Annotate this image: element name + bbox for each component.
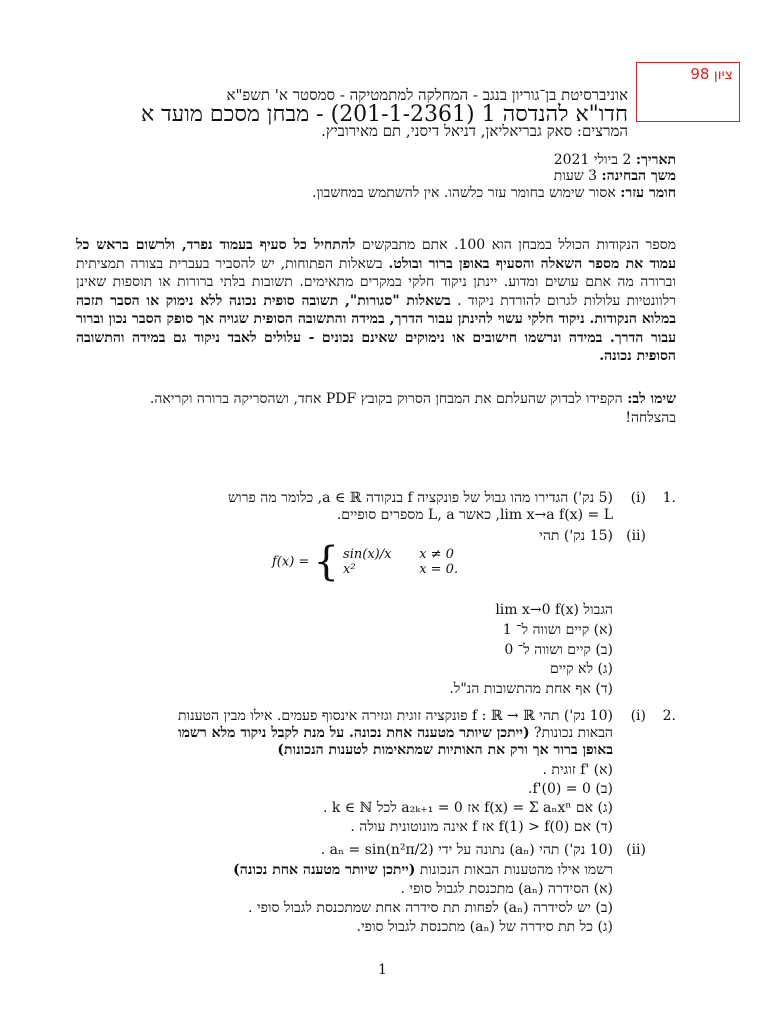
- q2-i-text-2a: הבאות נכונות?: [529, 725, 613, 741]
- q2-i-text-2b: (ייתכן שיותר מטענה אחת נכונה. על מנת לקבל ניקוד מלא רשמו: [178, 725, 530, 741]
- q2-ii-label: (ii): [626, 842, 646, 858]
- aid-label: חומר עזר:: [620, 185, 676, 201]
- good-luck: בהצלחה!: [625, 409, 676, 426]
- case1-expr: sin(x)/x: [343, 547, 392, 562]
- date-row: [554, 152, 676, 169]
- q2-i-option-d: (ד) אם f(1) > f(0) אז f אינה מונוטונית עולה .: [350, 819, 613, 835]
- brace-glyph: {: [313, 539, 339, 585]
- q2-i-option-a: (א) 'f זוגית .: [542, 762, 613, 778]
- q2-i-label: (i): [630, 708, 646, 724]
- instructions-paragraph: [76, 236, 676, 366]
- notice-text: הקפידו לבדוק שהעלתם את המבחן הסרוק בקובץ PDF אחד, ושהסריקה ברורה וקריאה.: [149, 391, 623, 407]
- q1-ii-label: (ii): [626, 528, 646, 544]
- q1-number: .1: [662, 490, 676, 506]
- duration-value: 3 שעות: [553, 168, 598, 184]
- q1-option-b: (ב) קיים ושווה ל־ 0: [504, 642, 613, 658]
- instructions-text-b: להתחיל כל סעיף בעמוד נפרד, ולרשום בראש כל עמוד את מספר השאלה והסעיף באופן ברור ובולט.: [76, 237, 676, 272]
- date-label: תאריך:: [635, 152, 676, 168]
- q1-option-d: (ד) אף אחת מהתשובות הנ"ל.: [449, 681, 613, 697]
- q2-number: .2: [662, 708, 676, 724]
- instructions-text-d: בשאלות "סגורות", תשובה סופית נכונה ללא נימוק או הסבר תזכה במלוא הנקודות. ניקוד חלקי עשוי להינתן עבור הדרך, במידה והתשובה הסופית שגויה אך סופק הסבר נכון וברור עבור הדרך. במידה ונרשמו חישובים או נימוקים שאינם נכונים - עלולים לאבד ניקוד גם במידה והתשובה הסופית נכונה.: [76, 292, 676, 364]
- aid-row: [312, 185, 676, 202]
- case1-cond: x ≠ 0: [419, 547, 454, 562]
- q2-ii-text-2b: (ייתכן שיותר מטענה אחת נכונה): [233, 862, 416, 878]
- q1-option-c: (ג) לא קיים: [550, 661, 613, 677]
- duration-row: [554, 168, 676, 185]
- case-row-1: [343, 547, 458, 562]
- q1-option-a: (א) קיים ושווה ל־ 1: [502, 622, 613, 638]
- piecewise-function: [272, 539, 459, 585]
- lecturers-line: המרצים: סאק גבריאליאן, דניאל דיסני, תם מאירוביץ.: [321, 122, 628, 140]
- instructions-text-c: בשאלות הפתוחות, יש להסביר בעברית בצורה תמציתית וברורה מה אתם עושים ומדוע. יינתן ניקוד חלקי במקרים מתאימים. תשובות בלתי ברורות או תוספות שאינן רלוונטיות עלולות לגרום להורדת ניקוד .: [76, 255, 677, 309]
- f-def: f(x) =: [272, 554, 310, 570]
- case2-expr: x²: [343, 562, 356, 577]
- q2-ii-text-2a: רשמו אילו מהטענות הבאות הנכונות: [415, 862, 613, 878]
- q2-i-option-c: (ג) אם f(x) = Σ aₙxⁿ אז a₂ₖ₊₁ = 0 לכל k ∈ ℕ .: [322, 800, 613, 816]
- q2-ii-text-1: (10 נק') תהי (aₙ) נתונה על ידי aₙ = sin(n²π/2) .: [320, 842, 613, 858]
- q2-i-option-b: (ב) f'(0) = 0.: [528, 781, 613, 797]
- grade-value: 98: [690, 65, 710, 83]
- instructions-text-a: מספר הנקודות הכולל במבחן הוא 100. אתם מתבקשים: [355, 237, 677, 253]
- q1-i-label: (i): [630, 490, 646, 506]
- exam-title: חדו"א להנדסה 1 (201-1-2361) - מבחן מסכם מועד א: [140, 102, 628, 127]
- case2-cond: x = 0.: [419, 562, 459, 577]
- limit-line: הגבול lim x→0 f(x): [495, 602, 613, 618]
- q1-i-text-2: lim x→a f(x) = L, כאשר L, a מספרים סופיים.: [336, 507, 613, 523]
- q2-ii-option-a: (א) הסידרה (aₙ) מתכנסת לגבול סופי .: [400, 881, 613, 897]
- q1-ii-text: (15 נק') תהי: [539, 528, 613, 544]
- q2-ii-text-2: [233, 862, 613, 879]
- grade-box: [636, 62, 740, 122]
- q2-i-text-2: [158, 725, 613, 742]
- page-number: 1: [378, 962, 387, 978]
- notice-label: שימו לב:: [627, 391, 676, 407]
- case-row-2: [343, 562, 458, 577]
- q2-i-text-3: באופן ברור אך ורק את האותיות שמתאימות לטענות הנכונות): [277, 742, 613, 758]
- q2-i-text-1: (10 נק') תהי f : ℝ → ℝ פונקציה זוגית וגזירה אינסוף פעמים. אילו מבין הטענות: [177, 708, 613, 724]
- q1-i-text-1: (5 נק') הגדירו מהו גבול של פונקציה f בנקודה a ∈ ℝ, כלומר מה פרוש: [228, 490, 613, 506]
- cases-block: [343, 547, 458, 577]
- notice-paragraph: [76, 390, 676, 427]
- grade-label: ציון: [713, 67, 733, 83]
- aid-value: אסור שימוש בחומר עזר כלשהו. אין להשתמש במחשבון.: [312, 185, 616, 201]
- q2-ii-option-b: (ב) יש לסידרה (aₙ) לפחות תת סידרה אחת שמתכנסת לגבול סופי .: [248, 900, 613, 916]
- q2-ii-option-c: (ג) כל תת סידרה של (aₙ) מתכנסת לגבול סופי.: [356, 919, 613, 935]
- date-value: 2 ביולי 2021: [553, 152, 632, 168]
- university-line: אוניברסיטת בן־גוריון בנגב - המחלקה למתמטיקה - סמסטר א' תשפ"א: [226, 86, 628, 104]
- duration-label: משך הבחינה:: [601, 168, 676, 184]
- grade-text: [690, 65, 733, 83]
